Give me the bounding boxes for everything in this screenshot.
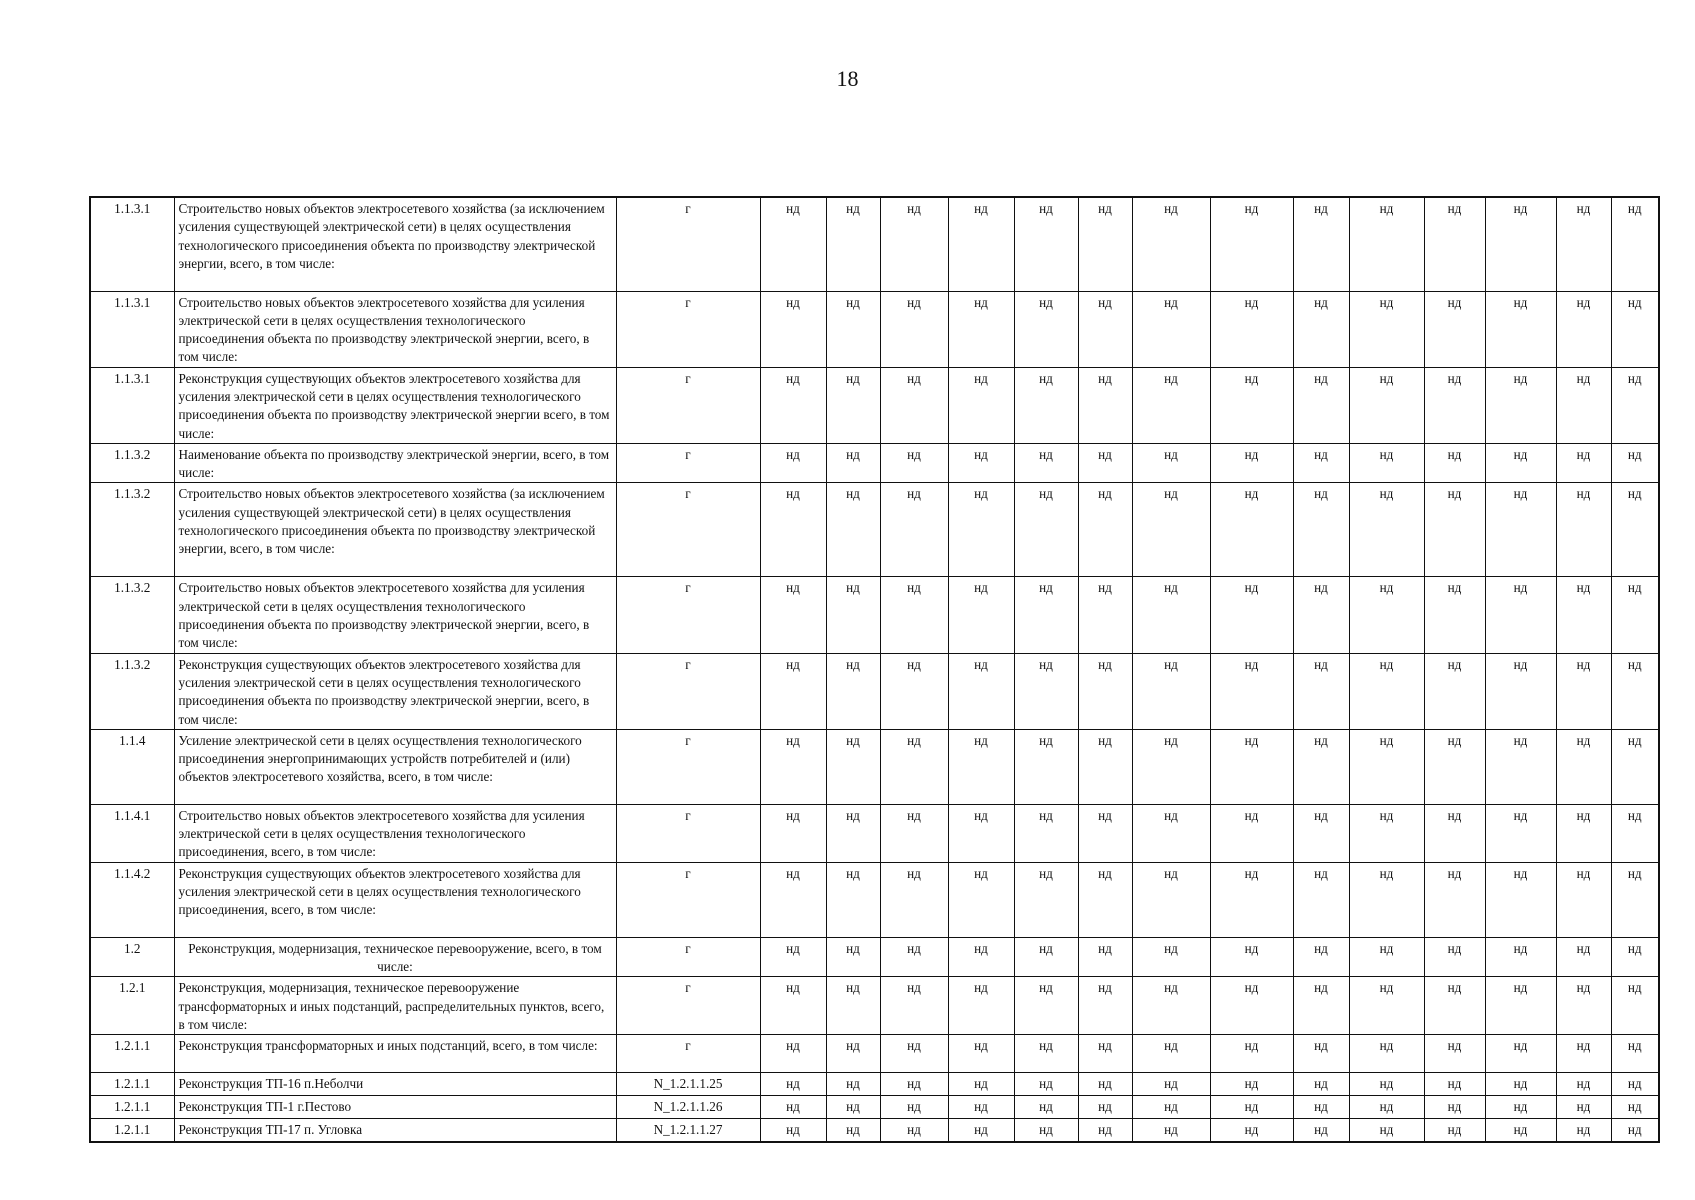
- table-row: [90, 937, 1659, 977]
- value-cell: нд: [880, 577, 948, 653]
- value-cell: нд: [880, 862, 948, 937]
- value-cell: нд: [1349, 804, 1424, 862]
- value-cell: нд: [1485, 443, 1556, 483]
- value-cell: нд: [1293, 443, 1349, 483]
- value-cell: нд: [760, 1096, 826, 1119]
- value-cell: нд: [880, 367, 948, 443]
- value-cell: нд: [1078, 1119, 1132, 1142]
- value-cell: нд: [826, 367, 880, 443]
- value-cell: нд: [1424, 937, 1485, 977]
- value-cell: нд: [1424, 367, 1485, 443]
- value-cell: нд: [826, 977, 880, 1035]
- value-cell: нд: [1078, 367, 1132, 443]
- table-row: [90, 367, 1659, 443]
- row-name-cell: Реконструкция существующих объектов электросетевого хозяйства для усиления электрической сети в целях осуществления технологического присоединения объекта по производству электрической энергии всего, в том числе:: [174, 367, 616, 443]
- value-cell: нд: [1014, 729, 1078, 804]
- value-cell: нд: [1611, 443, 1659, 483]
- value-cell: нд: [1210, 197, 1293, 291]
- value-cell: нд: [1132, 1073, 1210, 1096]
- value-cell: нд: [948, 197, 1014, 291]
- value-cell: нд: [760, 653, 826, 729]
- value-cell: нд: [1210, 291, 1293, 367]
- value-cell: нд: [1424, 1073, 1485, 1096]
- value-cell: нд: [1078, 804, 1132, 862]
- value-cell: нд: [760, 367, 826, 443]
- value-cell: нд: [1293, 1073, 1349, 1096]
- value-cell: нд: [1611, 1096, 1659, 1119]
- value-cell: нд: [826, 1073, 880, 1096]
- value-cell: нд: [948, 291, 1014, 367]
- value-cell: нд: [1014, 977, 1078, 1035]
- value-cell: нд: [1424, 977, 1485, 1035]
- value-cell: нд: [1014, 197, 1078, 291]
- value-cell: нд: [1424, 1119, 1485, 1142]
- value-cell: нд: [1424, 1035, 1485, 1073]
- value-cell: нд: [1132, 729, 1210, 804]
- row-number-cell: 1.2.1.1: [90, 1035, 174, 1073]
- value-cell: нд: [1132, 291, 1210, 367]
- value-cell: нд: [1210, 729, 1293, 804]
- value-cell: нд: [1293, 804, 1349, 862]
- value-cell: нд: [1349, 1035, 1424, 1073]
- value-cell: нд: [1132, 483, 1210, 577]
- value-cell: нд: [1485, 1119, 1556, 1142]
- value-cell: нд: [1485, 804, 1556, 862]
- value-cell: нд: [1611, 729, 1659, 804]
- value-cell: нд: [826, 1035, 880, 1073]
- value-cell: нд: [880, 197, 948, 291]
- value-cell: нд: [1556, 1119, 1611, 1142]
- row-number-cell: 1.1.3.2: [90, 577, 174, 653]
- value-cell: нд: [1556, 197, 1611, 291]
- table-row: [90, 291, 1659, 367]
- row-number-cell: 1.1.3.2: [90, 653, 174, 729]
- row-code-cell: г: [616, 653, 760, 729]
- value-cell: нд: [1293, 653, 1349, 729]
- value-cell: нд: [1078, 1096, 1132, 1119]
- value-cell: нд: [1132, 577, 1210, 653]
- value-cell: нд: [1349, 367, 1424, 443]
- value-cell: нд: [826, 1119, 880, 1142]
- value-cell: нд: [948, 729, 1014, 804]
- value-cell: нд: [1210, 977, 1293, 1035]
- table-row: [90, 483, 1659, 577]
- row-name-cell: Реконструкция ТП-1 г.Пестово: [174, 1096, 616, 1119]
- row-code-cell: N_1.2.1.1.27: [616, 1119, 760, 1142]
- value-cell: нд: [1485, 483, 1556, 577]
- value-cell: нд: [1349, 729, 1424, 804]
- value-cell: нд: [1485, 862, 1556, 937]
- value-cell: нд: [1210, 862, 1293, 937]
- value-cell: нд: [880, 977, 948, 1035]
- value-cell: нд: [1611, 1119, 1659, 1142]
- value-cell: нд: [880, 1035, 948, 1073]
- value-cell: нд: [1014, 1096, 1078, 1119]
- row-code-cell: N_1.2.1.1.25: [616, 1073, 760, 1096]
- table-row: [90, 577, 1659, 653]
- row-code-cell: N_1.2.1.1.26: [616, 1096, 760, 1119]
- row-code-cell: г: [616, 862, 760, 937]
- row-code-cell: г: [616, 729, 760, 804]
- value-cell: нд: [826, 577, 880, 653]
- value-cell: нд: [1424, 653, 1485, 729]
- value-cell: нд: [826, 729, 880, 804]
- row-name-cell: Строительство новых объектов электросетевого хозяйства (за исключением усиления существующей электрической сети) в целях осуществления технологического присоединения объекта по производству электрической энергии, всего, в том числе:: [174, 197, 616, 291]
- row-name-cell: Реконструкция ТП-16 п.Неболчи: [174, 1073, 616, 1096]
- value-cell: нд: [1132, 937, 1210, 977]
- value-cell: нд: [880, 1073, 948, 1096]
- value-cell: нд: [1293, 937, 1349, 977]
- value-cell: нд: [1014, 1073, 1078, 1096]
- value-cell: нд: [1293, 977, 1349, 1035]
- value-cell: нд: [1424, 197, 1485, 291]
- table-row: [90, 1119, 1659, 1142]
- value-cell: нд: [826, 1096, 880, 1119]
- value-cell: нд: [880, 483, 948, 577]
- value-cell: нд: [1349, 197, 1424, 291]
- row-name-cell: Реконструкция, модернизация, техническое перевооружение трансформаторных и иных подстанций, распределительных пунктов, всего, в том числе:: [174, 977, 616, 1035]
- value-cell: нд: [826, 937, 880, 977]
- value-cell: нд: [1424, 577, 1485, 653]
- value-cell: нд: [880, 729, 948, 804]
- table-row: [90, 1035, 1659, 1073]
- value-cell: нд: [760, 483, 826, 577]
- value-cell: нд: [1210, 367, 1293, 443]
- row-name-cell: Строительство новых объектов электросетевого хозяйства (за исключением усиления существующей электрической сети) в целях осуществления технологического присоединения объекта по производству электрической энергии, всего, в том числе:: [174, 483, 616, 577]
- row-number-cell: 1.1.4.1: [90, 804, 174, 862]
- value-cell: нд: [880, 1096, 948, 1119]
- row-name-cell: Наименование объекта по производству электрической энергии, всего, в том числе:: [174, 443, 616, 483]
- value-cell: нд: [1210, 443, 1293, 483]
- value-cell: нд: [1078, 977, 1132, 1035]
- value-cell: нд: [1132, 1119, 1210, 1142]
- value-cell: нд: [1349, 937, 1424, 977]
- value-cell: нд: [1132, 1096, 1210, 1119]
- value-cell: нд: [1611, 367, 1659, 443]
- table-row: [90, 653, 1659, 729]
- value-cell: нд: [1293, 291, 1349, 367]
- value-cell: нд: [1210, 1096, 1293, 1119]
- value-cell: нд: [1014, 653, 1078, 729]
- value-cell: нд: [1556, 443, 1611, 483]
- value-cell: нд: [1556, 1035, 1611, 1073]
- row-number-cell: 1.2.1.1: [90, 1119, 174, 1142]
- table-row: [90, 977, 1659, 1035]
- value-cell: нд: [1132, 443, 1210, 483]
- value-cell: нд: [826, 862, 880, 937]
- value-cell: нд: [1485, 1035, 1556, 1073]
- value-cell: нд: [1424, 1096, 1485, 1119]
- value-cell: нд: [1485, 577, 1556, 653]
- value-cell: нд: [1210, 577, 1293, 653]
- table-row: [90, 1096, 1659, 1119]
- value-cell: нд: [948, 862, 1014, 937]
- value-cell: нд: [948, 1073, 1014, 1096]
- value-cell: нд: [1611, 483, 1659, 577]
- value-cell: нд: [1132, 804, 1210, 862]
- value-cell: нд: [880, 804, 948, 862]
- value-cell: нд: [1132, 197, 1210, 291]
- value-cell: нд: [1611, 977, 1659, 1035]
- row-code-cell: г: [616, 291, 760, 367]
- value-cell: нд: [760, 937, 826, 977]
- investment-program-table: [89, 196, 1660, 1143]
- value-cell: нд: [1132, 653, 1210, 729]
- value-cell: нд: [1556, 653, 1611, 729]
- value-cell: нд: [1078, 577, 1132, 653]
- value-cell: нд: [826, 291, 880, 367]
- value-cell: нд: [1078, 1035, 1132, 1073]
- value-cell: нд: [1556, 977, 1611, 1035]
- value-cell: нд: [1611, 1035, 1659, 1073]
- table-row: [90, 729, 1659, 804]
- value-cell: нд: [1014, 367, 1078, 443]
- row-code-cell: г: [616, 804, 760, 862]
- value-cell: нд: [880, 937, 948, 977]
- value-cell: нд: [1210, 483, 1293, 577]
- row-number-cell: 1.1.3.1: [90, 197, 174, 291]
- value-cell: нд: [1078, 443, 1132, 483]
- row-code-cell: г: [616, 197, 760, 291]
- value-cell: нд: [1424, 443, 1485, 483]
- value-cell: нд: [1014, 1035, 1078, 1073]
- value-cell: нд: [1611, 577, 1659, 653]
- value-cell: нд: [1293, 862, 1349, 937]
- value-cell: нд: [1014, 1119, 1078, 1142]
- value-cell: нд: [1485, 367, 1556, 443]
- row-code-cell: г: [616, 1035, 760, 1073]
- value-cell: нд: [948, 1119, 1014, 1142]
- value-cell: нд: [1485, 653, 1556, 729]
- value-cell: нд: [948, 1035, 1014, 1073]
- value-cell: нд: [1210, 653, 1293, 729]
- row-number-cell: 1.1.3.2: [90, 443, 174, 483]
- value-cell: нд: [1349, 1119, 1424, 1142]
- row-name-cell: Реконструкция, модернизация, техническое перевооружение, всего, в том числе:: [174, 937, 616, 977]
- value-cell: нд: [1014, 483, 1078, 577]
- value-cell: нд: [826, 483, 880, 577]
- row-number-cell: 1.2.1.1: [90, 1073, 174, 1096]
- value-cell: нд: [1349, 1073, 1424, 1096]
- value-cell: нд: [760, 197, 826, 291]
- value-cell: нд: [760, 804, 826, 862]
- row-number-cell: 1.1.3.2: [90, 483, 174, 577]
- value-cell: нд: [826, 653, 880, 729]
- row-name-cell: Строительство новых объектов электросетевого хозяйства для усиления электрической сети в целях осуществления технологического присоединения объекта по производству электрической энергии, всего, в том числе:: [174, 291, 616, 367]
- row-number-cell: 1.1.4.2: [90, 862, 174, 937]
- value-cell: нд: [880, 291, 948, 367]
- value-cell: нд: [1556, 937, 1611, 977]
- row-code-cell: г: [616, 367, 760, 443]
- value-cell: нд: [1293, 729, 1349, 804]
- value-cell: нд: [1485, 977, 1556, 1035]
- value-cell: нд: [1556, 1096, 1611, 1119]
- table-row: [90, 197, 1659, 291]
- value-cell: нд: [1293, 197, 1349, 291]
- value-cell: нд: [760, 291, 826, 367]
- value-cell: нд: [1556, 804, 1611, 862]
- value-cell: нд: [1078, 197, 1132, 291]
- value-cell: нд: [760, 977, 826, 1035]
- value-cell: нд: [1424, 291, 1485, 367]
- value-cell: нд: [1132, 367, 1210, 443]
- value-cell: нд: [948, 577, 1014, 653]
- value-cell: нд: [1556, 729, 1611, 804]
- row-name-cell: Реконструкция существующих объектов электросетевого хозяйства для усиления электрической сети в целях осуществления технологического присоединения, всего, в том числе:: [174, 862, 616, 937]
- value-cell: нд: [948, 483, 1014, 577]
- value-cell: нд: [1424, 804, 1485, 862]
- row-name-cell: Строительство новых объектов электросетевого хозяйства для усиления электрической сети в целях осуществления технологического присоединения, всего, в том числе:: [174, 804, 616, 862]
- value-cell: нд: [826, 443, 880, 483]
- value-cell: нд: [1556, 291, 1611, 367]
- table-row: [90, 804, 1659, 862]
- value-cell: нд: [760, 1119, 826, 1142]
- value-cell: нд: [1611, 197, 1659, 291]
- value-cell: нд: [1349, 443, 1424, 483]
- value-cell: нд: [1611, 937, 1659, 977]
- value-cell: нд: [1293, 483, 1349, 577]
- value-cell: нд: [948, 937, 1014, 977]
- value-cell: нд: [1611, 804, 1659, 862]
- value-cell: нд: [1611, 862, 1659, 937]
- row-name-cell: Реконструкция трансформаторных и иных подстанций, всего, в том числе:: [174, 1035, 616, 1073]
- value-cell: нд: [1611, 1073, 1659, 1096]
- row-code-cell: г: [616, 977, 760, 1035]
- value-cell: нд: [826, 197, 880, 291]
- value-cell: нд: [1556, 1073, 1611, 1096]
- value-cell: нд: [1078, 1073, 1132, 1096]
- value-cell: нд: [1210, 1035, 1293, 1073]
- value-cell: нд: [1014, 443, 1078, 483]
- row-name-cell: Строительство новых объектов электросетевого хозяйства для усиления электрической сети в целях осуществления технологического присоединения объекта по производству электрической энергии, всего, в том числе:: [174, 577, 616, 653]
- value-cell: нд: [880, 1119, 948, 1142]
- row-code-cell: г: [616, 483, 760, 577]
- value-cell: нд: [1556, 483, 1611, 577]
- value-cell: нд: [1424, 862, 1485, 937]
- value-cell: нд: [1014, 291, 1078, 367]
- row-number-cell: 1.1.3.1: [90, 367, 174, 443]
- value-cell: нд: [1349, 653, 1424, 729]
- value-cell: нд: [760, 862, 826, 937]
- value-cell: нд: [1014, 862, 1078, 937]
- value-cell: нд: [1485, 1073, 1556, 1096]
- value-cell: нд: [1349, 483, 1424, 577]
- value-cell: нд: [1210, 1073, 1293, 1096]
- row-code-cell: г: [616, 443, 760, 483]
- value-cell: нд: [1349, 577, 1424, 653]
- value-cell: нд: [1293, 1119, 1349, 1142]
- value-cell: нд: [1485, 729, 1556, 804]
- value-cell: нд: [1424, 729, 1485, 804]
- value-cell: нд: [1014, 804, 1078, 862]
- value-cell: нд: [948, 1096, 1014, 1119]
- value-cell: нд: [948, 977, 1014, 1035]
- value-cell: нд: [1078, 291, 1132, 367]
- value-cell: нд: [1349, 862, 1424, 937]
- value-cell: нд: [1210, 1119, 1293, 1142]
- row-number-cell: 1.2.1.1: [90, 1096, 174, 1119]
- table-row: [90, 862, 1659, 937]
- value-cell: нд: [1078, 483, 1132, 577]
- value-cell: нд: [760, 577, 826, 653]
- value-cell: нд: [760, 729, 826, 804]
- value-cell: нд: [1611, 653, 1659, 729]
- value-cell: нд: [1556, 367, 1611, 443]
- value-cell: нд: [948, 367, 1014, 443]
- value-cell: нд: [760, 1035, 826, 1073]
- value-cell: нд: [1556, 577, 1611, 653]
- row-name-cell: Усиление электрической сети в целях осуществления технологического присоединения энергопринимающих устройств потребителей и (или) объектов электросетевого хозяйства, всего, в том числе:: [174, 729, 616, 804]
- row-name-cell: Реконструкция ТП-17 п. Угловка: [174, 1119, 616, 1142]
- value-cell: нд: [880, 443, 948, 483]
- value-cell: нд: [760, 1073, 826, 1096]
- value-cell: нд: [1293, 1035, 1349, 1073]
- value-cell: нд: [1485, 1096, 1556, 1119]
- table-row: [90, 443, 1659, 483]
- value-cell: нд: [1349, 977, 1424, 1035]
- value-cell: нд: [1078, 729, 1132, 804]
- value-cell: нд: [1349, 291, 1424, 367]
- table-row: [90, 1073, 1659, 1096]
- page-number: 18: [836, 66, 859, 91]
- value-cell: нд: [1485, 291, 1556, 367]
- value-cell: нд: [1485, 197, 1556, 291]
- value-cell: нд: [1349, 1096, 1424, 1119]
- value-cell: нд: [948, 804, 1014, 862]
- value-cell: нд: [1424, 483, 1485, 577]
- value-cell: нд: [1014, 937, 1078, 977]
- value-cell: нд: [1293, 1096, 1349, 1119]
- value-cell: нд: [760, 443, 826, 483]
- value-cell: нд: [948, 443, 1014, 483]
- row-number-cell: 1.1.3.1: [90, 291, 174, 367]
- row-number-cell: 1.2: [90, 937, 174, 977]
- value-cell: нд: [1293, 577, 1349, 653]
- row-code-cell: г: [616, 577, 760, 653]
- value-cell: нд: [1485, 937, 1556, 977]
- value-cell: нд: [1210, 937, 1293, 977]
- value-cell: нд: [1293, 367, 1349, 443]
- row-number-cell: 1.1.4: [90, 729, 174, 804]
- value-cell: нд: [826, 804, 880, 862]
- value-cell: нд: [1556, 862, 1611, 937]
- value-cell: нд: [1014, 577, 1078, 653]
- value-cell: нд: [1078, 653, 1132, 729]
- value-cell: нд: [1132, 862, 1210, 937]
- value-cell: нд: [1611, 291, 1659, 367]
- row-name-cell: Реконструкция существующих объектов электросетевого хозяйства для усиления электрической сети в целях осуществления технологического присоединения объекта по производству электрической энергии, всего, в том числе:: [174, 653, 616, 729]
- value-cell: нд: [880, 653, 948, 729]
- value-cell: нд: [1132, 977, 1210, 1035]
- value-cell: нд: [948, 653, 1014, 729]
- row-number-cell: 1.2.1: [90, 977, 174, 1035]
- value-cell: нд: [1078, 862, 1132, 937]
- value-cell: нд: [1078, 937, 1132, 977]
- value-cell: нд: [1210, 804, 1293, 862]
- row-code-cell: г: [616, 937, 760, 977]
- value-cell: нд: [1132, 1035, 1210, 1073]
